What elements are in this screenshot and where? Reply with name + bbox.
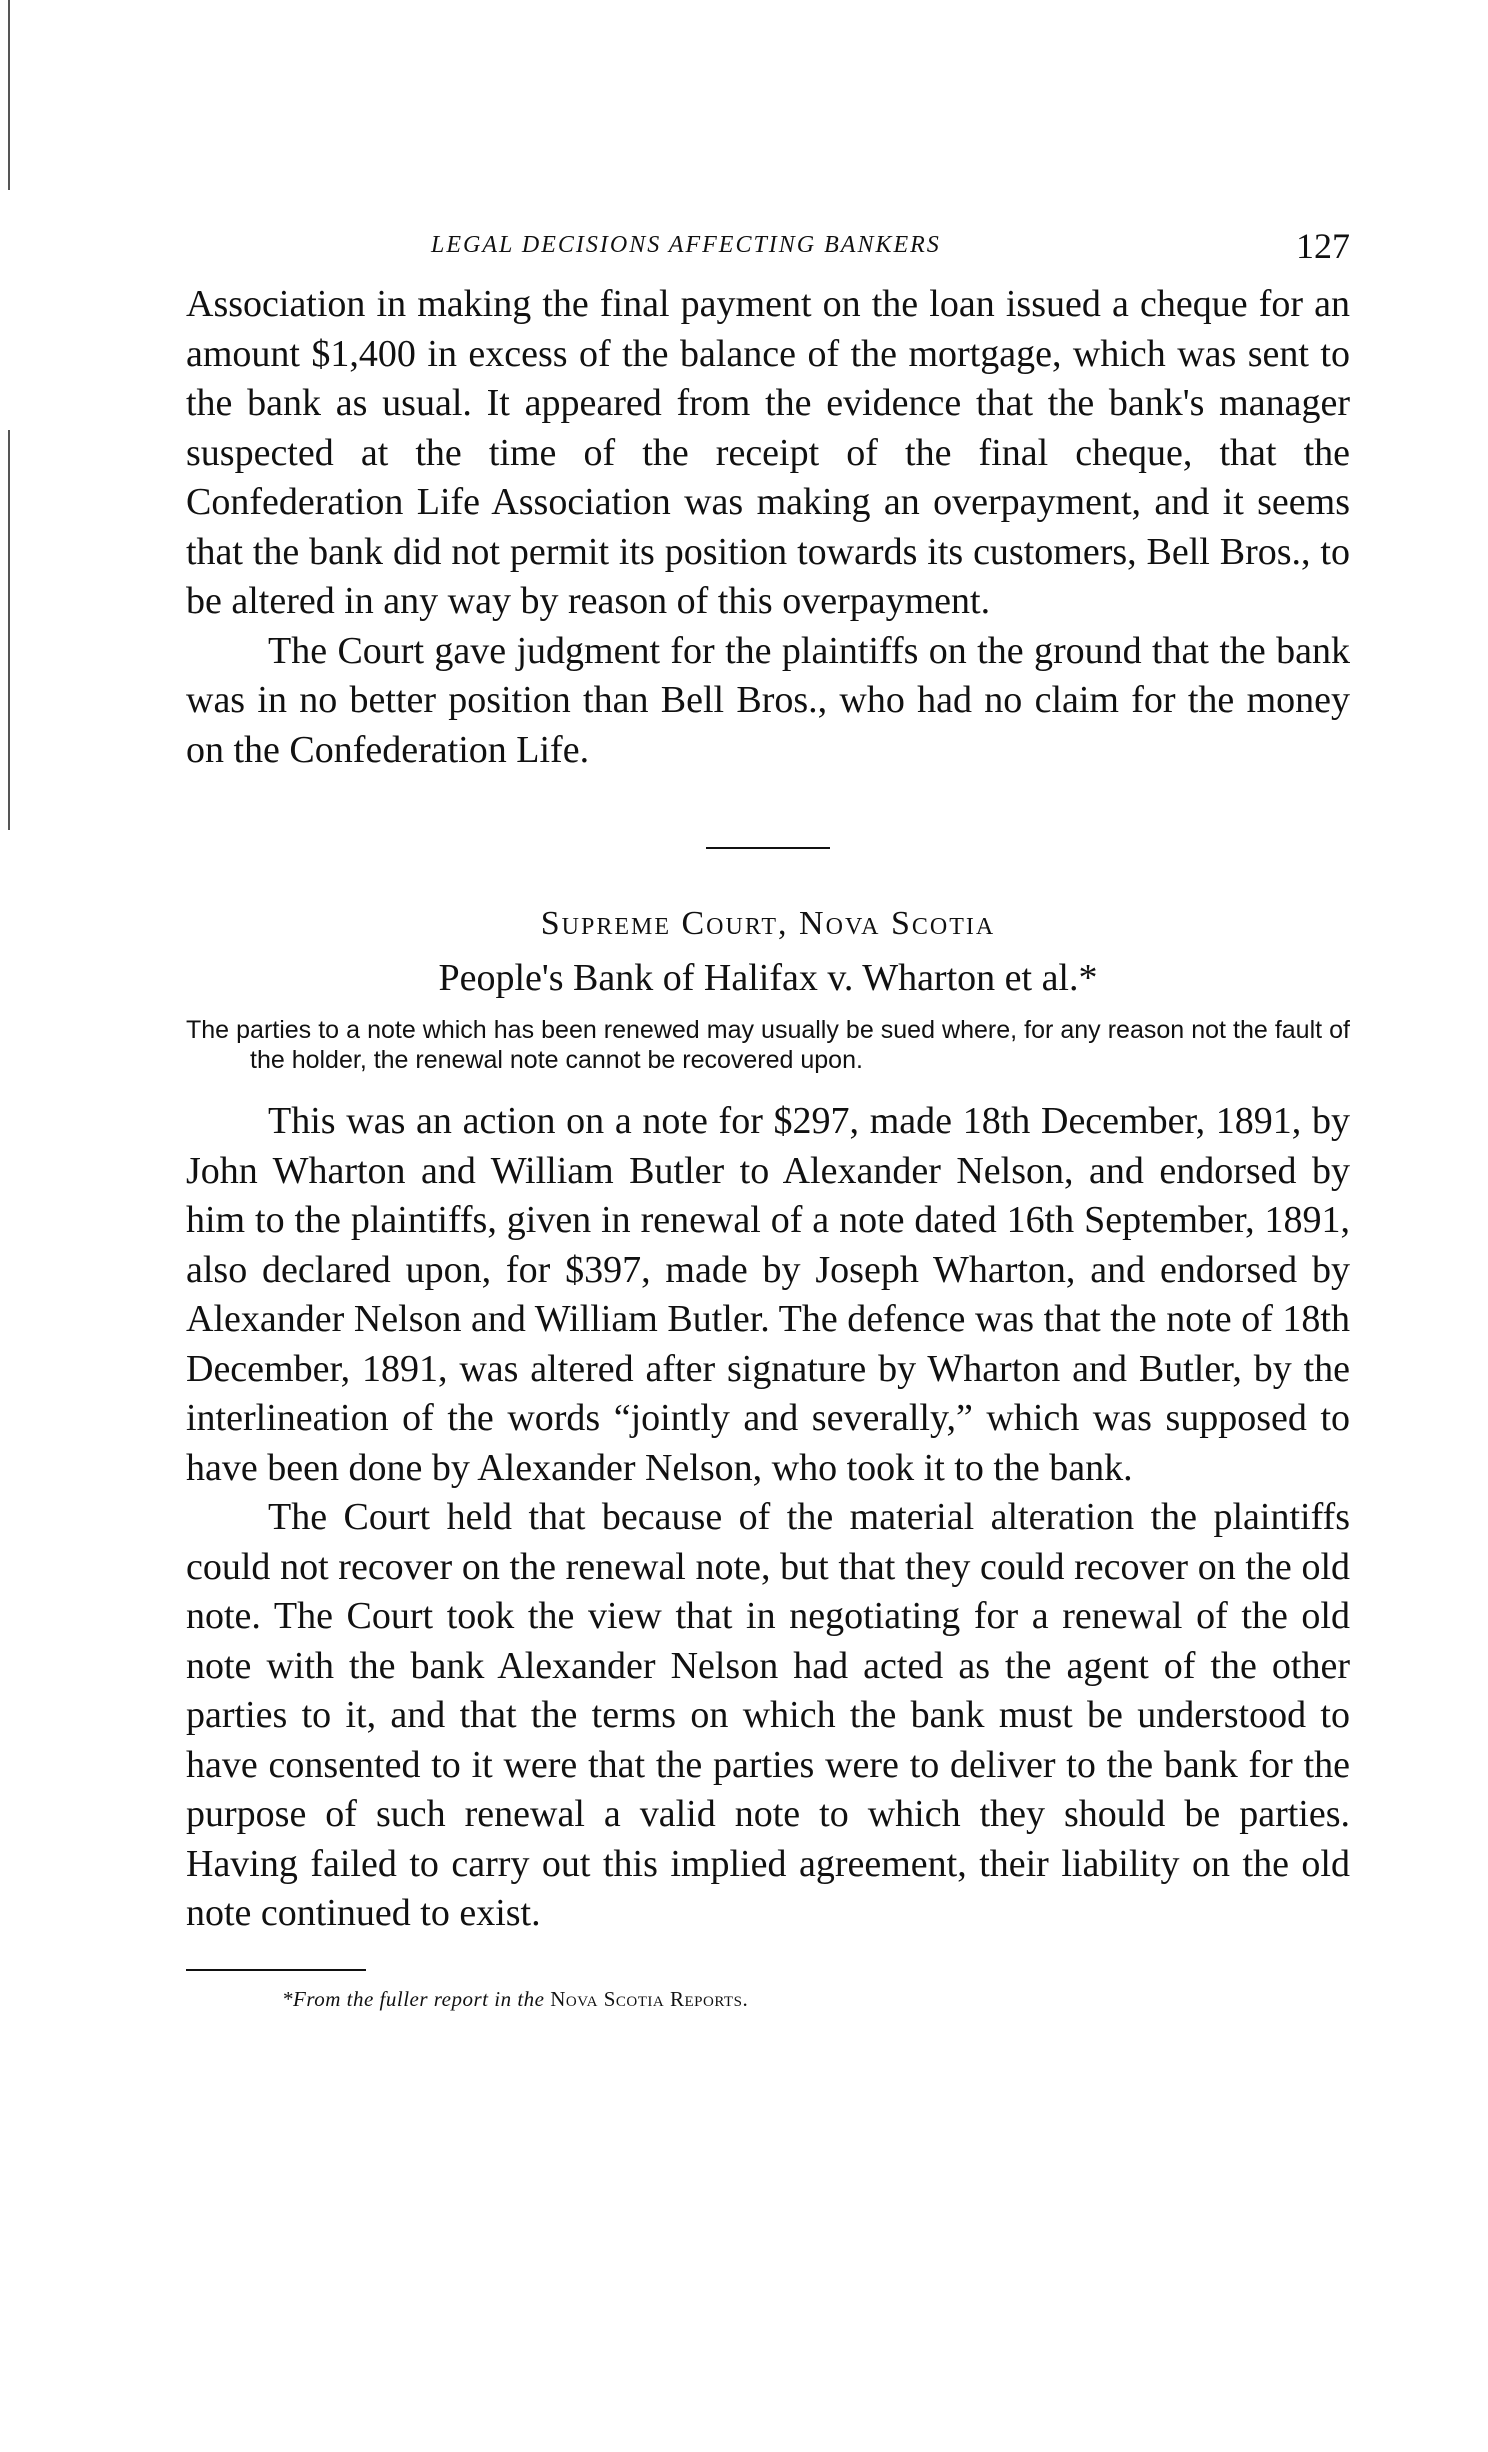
- scan-edge-mark: [8, 430, 10, 830]
- case-title: People's Bank of Halifax v. Wharton et al.*: [438, 957, 1098, 999]
- case-paragraph: The Court held that because of the material alteration the plaintiffs could not recover on the renewal note, but that they could recover on the old note. The Court took the view that in negotiating for a renewal of the old note with the bank Alexander Nelson had acted as the agent of the other parties to it, and that the terms on which the bank must be understood to have consented to it were that the parties were to deliver to the bank for the purpose of such renewal a valid note to which they should be parties. Having failed to carry out this implied agreement, their liability on the old note continued to exist.: [186, 1496, 1350, 1934]
- case-paragraph: This was an action on a note for $297, made 18th December, 1891, by John Wharton and William Butler to Alexander Nelson, and endorsed by him to the plaintiffs, given in renewal of a note dated 16th September, 1891, also declared upon, for $397, made by Joseph Wharton, and endorsed by Alexander Nelson and William Butler. The defence was that the note of 18th December, 1891, was altered after signature by Wharton and Butler, by the interlineation of the words “jointly and severally,” which was supposed to have been done by Alexander Nelson, who took it to the bank.: [186, 1100, 1350, 1489]
- judgment-paragraph: The Court gave judgment for the plaintiffs on the ground that the bank was in no better position than Bell Bros., who had no claim for the money on the Confederation Life.: [186, 629, 1350, 771]
- footnote-source: Nova Scotia Reports.: [550, 1986, 749, 2011]
- running-title: LEGAL DECISIONS AFFECTING BANKERS: [431, 232, 941, 258]
- page-number: 127: [1296, 226, 1350, 266]
- section-divider: [706, 847, 830, 849]
- continued-paragraph: Association in making the final payment on the loan issued a cheque for an amount $1,400 in excess of the balance of the mortgage, which was sent to the bank as usual. It appeared from the evidence that the bank's manager suspected at the time of the receipt of the final cheque, that the Confederation Life Association was making an overpayment, and it seems that the bank did not permit its position towards its customers, Bell Bros., to be altered in any way by reason of this overpayment.: [186, 283, 1350, 622]
- scan-edge-mark: [8, 0, 10, 190]
- running-head: [186, 220, 1350, 280]
- footnote-prefix: *From the fuller report in the: [282, 1986, 545, 2011]
- book-page: [186, 220, 1350, 2012]
- footnote-rule: [186, 1969, 366, 1971]
- footnote: [282, 1987, 1350, 2012]
- court-heading: Supreme Court, Nova Scotia: [540, 905, 996, 942]
- headnote: The parties to a note which has been renewed may usually be sued where, for any reason not the fault of the holder, the renewal note cannot be recovered upon.: [186, 1016, 1350, 1074]
